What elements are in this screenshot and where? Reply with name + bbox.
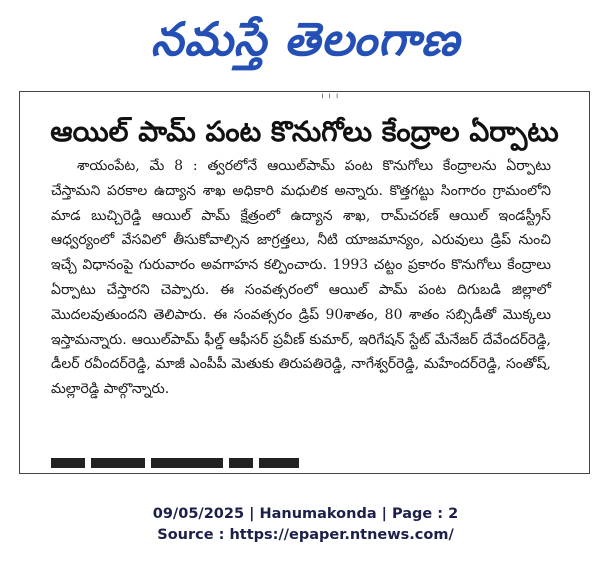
source-link[interactable]: Source : https://epaper.ntnews.com/	[157, 527, 454, 543]
edition-info: 09/05/2025 | Hanumakonda | Page : 2	[152, 506, 459, 522]
article-headline: ఆయిల్ పామ్ పంట కొనుగోలు కేంద్రాల ఏర్పాటు	[50, 115, 559, 148]
news-clipping	[19, 91, 590, 474]
cut-marks-decoration: ╵ ╵ ╵	[320, 94, 340, 103]
newspaper-logo-title: నమస్తే తెలంగాణ	[150, 12, 461, 66]
masthead	[0, 0, 611, 78]
article-paragraph: శాయంపేట, మే 8 : త్వరలోనే ఆయిల్‌పామ్ పంట కొనుగోలు కేంద్రాలను ఏర్పాటు చేస్తామని పరకాల ఉద్యాన శాఖ అధికారి మధులిక అన్నారు. కొత్తగట్టు సింగారం గ్రామంలోని మాడ బుచ్చిరెడ్డి ఆయిల్ పామ్ క్షేత్రంలో ఉద్యాన శాఖ, రామ్‌చరణ్ ఆయిల్ ఇండస్ట్రీస్ ఆధ్వర్యంలో వేసవిలో తీసుకోవాల్సిన జాగ్రత్తలు, నీటి యాజమాన్యం, ఎరువులు డ్రిప్ నుంచి ఇచ్చే విధానంపై గురువారం అవగాహన కల్పించారు. 1993 చట్టం ప్రకారం కొనుగోలు కేంద్రాలు ఏర్పాటు చేస్తారని చెప్పారు. ఈ సంవత్సరంలో ఆయిల్ పామ్ పంట దిగుబడి జిల్లాలో మొదలవుతుందని తెలిపారు. ఈ సంవత్సరం డ్రిప్ 90శాతం, 80 శాతం సబ్సిడీతో మొక్కలు ఇస్తామన్నారు. ఆయిల్‌పామ్ ఫీల్డ్ ఆఫీసర్ ప్రవీణ్ కుమార్, ఇరిగేషన్ స్టేట్ మేనేజర్ దేవేందర్‌రెడ్డి, డీలర్ రవీందర్‌రెడ్డి, మాజీ ఎంపీపీ మెతుకు తిరుపతిరెడ్డి, నాగేశ్వర్‌రెడ్డి, మహేందర్‌రెడ్డి, సంతోష్, మల్లారెడ్డి పాల్గొన్నారు.	[51, 158, 551, 398]
article-body	[51, 154, 551, 402]
cropped-next-headline-fragment	[51, 452, 351, 470]
